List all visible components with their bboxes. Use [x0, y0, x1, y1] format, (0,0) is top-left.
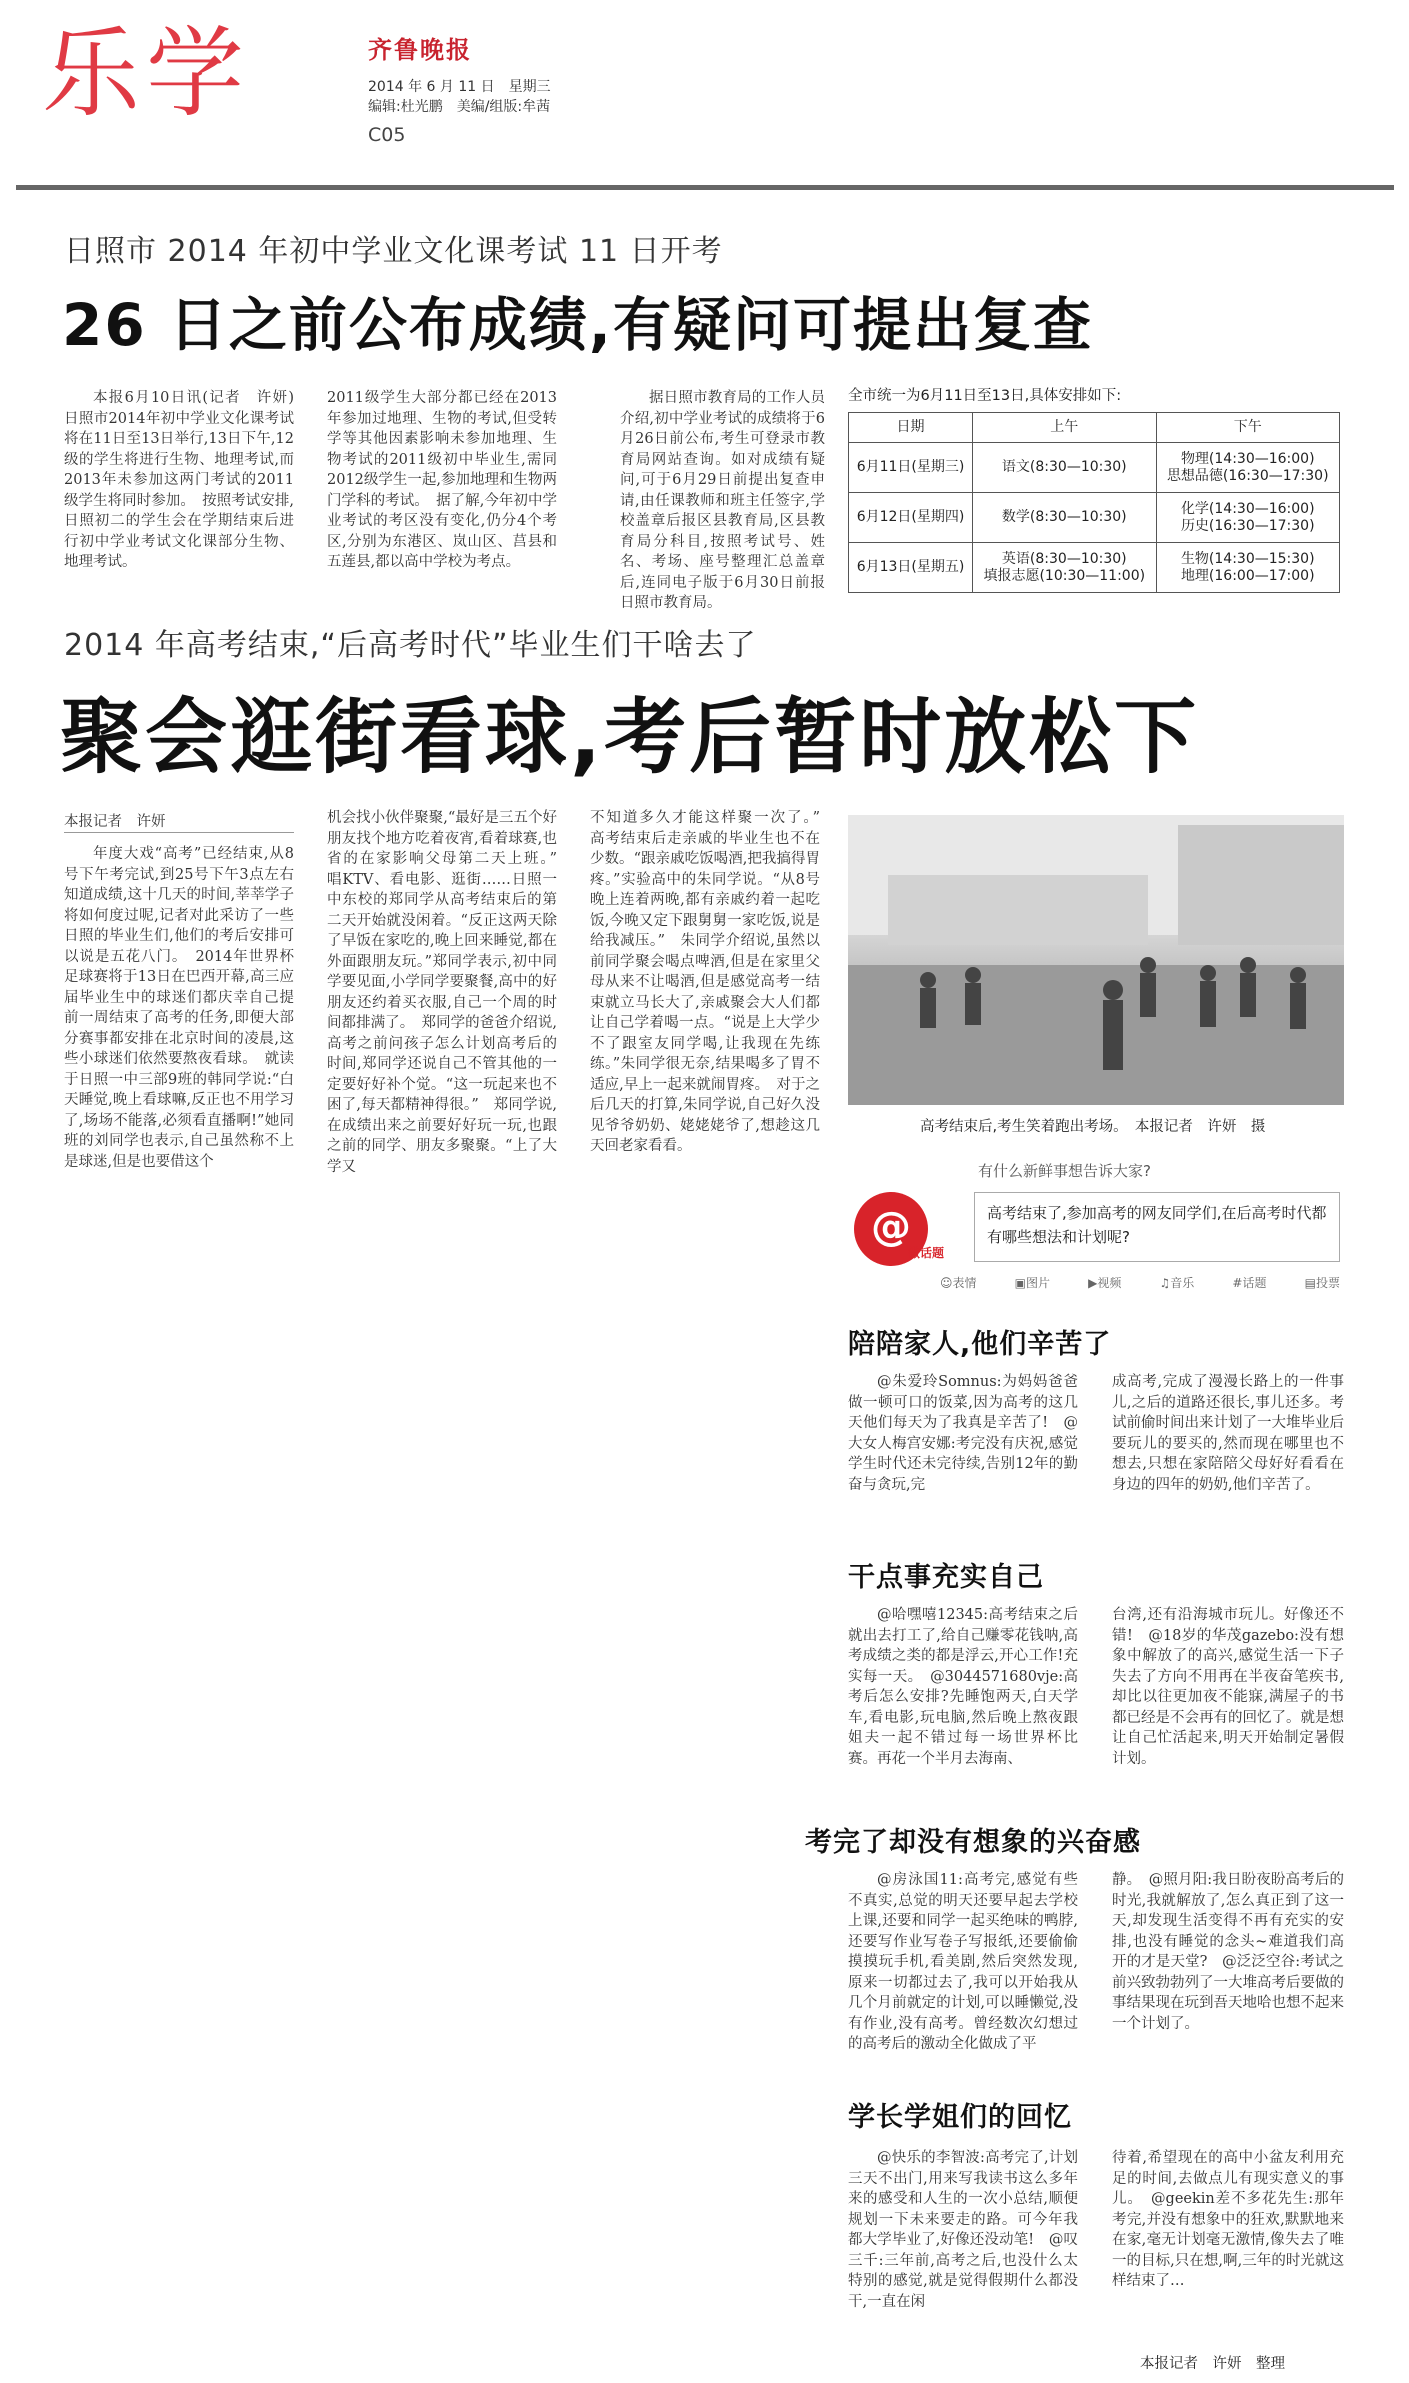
article2-byline: 本报记者 许妍	[64, 814, 166, 830]
article2-kicker: 2014 年高考结束,“后高考时代”毕业生们干啥去了	[64, 628, 757, 663]
section-text: 台湾,还有沿海城市玩儿。好像还不错! @18岁的华茂gazebo:没有想象中解放了的高兴,感觉生活一下子失去了方向不用再在半夜奋笔疾书,却比以往更加夜不能寐,满屋子的书都已经是不会再有的回忆了。就是想让自己忙活起来,明天开始制定暑假计划。	[1112, 1607, 1344, 1767]
exam-photo	[848, 815, 1344, 1105]
weibo-logo-icon: @	[854, 1192, 928, 1266]
article2-col2	[327, 808, 572, 1284]
table-row	[849, 493, 1340, 543]
section-heading: 考完了却没有想象的兴奋感	[805, 1827, 1141, 1858]
row-pm: 生物(14:30—15:30) 地理(16:00—17:00)	[1156, 543, 1339, 593]
article1-kicker: 日照市 2014 年初中学业文化课考试 11 日开考	[64, 234, 723, 269]
article1-col2-text: 2011级学生大部分都已经在2013年参加过地理、生物的考试,但受转学等其他因素影响未参加地理、生物考试的2011级初中毕业生,需同2012级学生一起,参加地理和生物两门学科的考试。 据了解,今年初中学业考试的考区没有变化,仍分4个考区,分别为东港区、岚山区、莒县和五莲县,都以高中学校为考点。	[327, 390, 558, 570]
row-pm: 化学(14:30—16:00) 历史(16:30—17:30)	[1156, 493, 1339, 543]
music-tool: ♫音乐	[1159, 1276, 1195, 1290]
article1-col3-text: 据日照市教育局的工作人员介绍,初中学业考试的成绩将于6月26日前公布,考生可登录市教育局网站查询。如对成绩有疑问,可于6月29日前提出复查申请,由任课教师和班主任签字,学校盖章后报区县教育局,区县教育局分科目,按照考试号、姓名、考场、座号整理汇总盖章后,连同电子版于6月30日前报日照市教育局。	[620, 390, 825, 611]
row-date: 6月13日(星期五)	[849, 543, 973, 593]
section-heading: 学长学姐们的回忆	[848, 2102, 1072, 2133]
weibo-toolbar	[940, 1274, 1340, 1291]
section-text: 待着,希望现在的高中小盆友利用充足的时间,去做点儿有现实意义的事儿。 @geekin差不多花先生:那年考完,并没有想象中的狂欢,默默地来在家,毫无计划毫无激情,像失去了唯一的目标,只在想,啊,三年的时光就这样结束了…	[1112, 2150, 1344, 2289]
schedule-caption: 全市统一为6月11日至13日,具体安排如下:	[848, 388, 1122, 404]
section-text: 成高考,完成了漫漫长路上的一件事儿,之后的道路还很长,事儿还多。考试前偷时间出来计划了一大堆毕业后要玩儿的要买的,然而现在哪里也不想去,只想在家陪陪父母好好看看在身边的四年的奶奶,他们辛苦了。	[1112, 1374, 1344, 1493]
emoji-tool: ☺表情	[940, 1276, 977, 1290]
section-right	[1112, 1870, 1344, 2060]
article2-col1	[64, 844, 294, 1284]
article1-col3	[620, 388, 825, 611]
table-row	[849, 543, 1340, 593]
weibo-prompt: 有什么新鲜事想告诉大家?	[978, 1162, 1151, 1180]
section-heading: 干点事充实自己	[848, 1562, 1044, 1593]
page-number: C05	[368, 124, 406, 146]
newspaper-logo: 齐鲁晚报	[368, 35, 472, 64]
row-am: 英语(8:30—10:30) 填报志愿(10:30—11:00)	[973, 543, 1156, 593]
section-left	[848, 1870, 1078, 2060]
masthead-rule	[16, 185, 1394, 190]
article1-col2	[327, 388, 557, 598]
table-row	[849, 443, 1340, 493]
video-tool: ▶视频	[1088, 1276, 1122, 1290]
header-date: 日期	[849, 413, 973, 443]
row-date: 6月12日(星期四)	[849, 493, 973, 543]
section-left	[848, 1605, 1078, 1790]
byline-rule	[64, 832, 294, 833]
section-heading: 陪陪家人,他们辛苦了	[848, 1329, 1112, 1360]
image-tool: ▣图片	[1014, 1276, 1051, 1290]
photo-illustration	[848, 815, 1344, 1105]
section-left	[848, 2148, 1078, 2363]
article1-col1-text: 本报6月10日讯(记者 许妍) 日照市2014年初中学业文化课考试将在11日至13日举行,13日下午,12级的学生将进行生物、地理考试,而2013年未参加这两门考试的2011级学生将同时参加。 按照考试安排,日照初二的学生会在学期结束后进行初中学业考试文化课部分生物、地理考试。	[64, 390, 309, 570]
section-right	[1112, 1605, 1344, 1790]
weibo-question: 高考结束了,参加高考的网友同学们,在后高考时代都有哪些想法和计划呢?	[987, 1204, 1327, 1246]
poll-tool: ▤投票	[1304, 1276, 1340, 1290]
row-am: 数学(8:30—10:30)	[973, 493, 1156, 543]
section-right	[1112, 1372, 1344, 1532]
weibo-question-box	[974, 1192, 1340, 1262]
section-left	[848, 1372, 1078, 1532]
schedule-table	[848, 412, 1340, 593]
article2-col1-text: 年度大戏“高考”已经结束,从8号下午考完试,到25号下午3点左右知道成绩,这十几天的时间,莘莘学子将如何度过呢,记者对此采访了一些日照的毕业生们,他们的考后安排可以说是五花八门。 2014年世界杯足球赛将于13日在巴西开幕,高三应届毕业生中的球迷们都庆幸自己提前一周结束了高考的任务,即便大部分赛事都安排在北京时间的凌晨,这些小球迷们依然要熬夜看球。 就读于日照一中三部9班的韩同学说:“白天睡觉,晚上看球嘛,反正也不用学习了,场场不能落,必须看直播啊!”她同班的刘同学也表示,自己虽然称不上是球迷,但是也要借这个	[64, 846, 294, 1170]
compiler-credit: 本报记者 许妍 整理	[1140, 2356, 1285, 2372]
section-text: @哈嘿嘻12345:高考结束之后就出去打工了,给自己赚零花钱呐,高考成绩之类的都是浮云,开心工作!充实每一天。 @3044571680vje:高考后怎么安排?先睡饱两天,白天学车,看电影,玩电脑,然后晚上熬夜跟姐夫一起不错过每一场世界杯比赛。再花一个半月去海南、	[848, 1607, 1078, 1767]
row-am: 语文(8:30—10:30)	[973, 443, 1156, 493]
article2-headline: 聚会逛街看球,考后暂时放松下	[60, 690, 1200, 785]
section-text: @房泳国11:高考完,感觉有些不真实,总觉的明天还要早起去学校上课,还要和同学一起买绝味的鸭脖,还要写作业写卷子写报纸,还要偷偷摸摸玩手机,看美剧,然后突然发现,原来一切都过去了,我可以开始我从几个月前就定的计划,可以睡懒觉,没有作业,没有高考。曾经数次幻想过的高考后的激动全化做成了平	[848, 1872, 1078, 2052]
article2-col3	[590, 808, 835, 1284]
header-am: 上午	[973, 413, 1156, 443]
section-text: 静。 @照月阳:我日盼夜盼高考后的时光,我就解放了,怎么真正到了这一天,却发现生活变得不再有充实的安排,也没有睡觉的念头~难道我们高开的才是天堂? @泛泛空谷:考试之前兴致勃勃列了一大堆高考后要做的事结果现在玩到吾天地哈也想不起来一个计划了。	[1112, 1872, 1344, 2032]
row-date: 6月11日(星期三)	[849, 443, 973, 493]
section-title: 乐学	[42, 17, 251, 131]
weibo-logo-text: 微话题	[908, 1246, 945, 1260]
issue-date: 2014 年 6 月 11 日 星期三	[368, 79, 551, 95]
article1-headline: 26 日之前公布成绩,有疑问可提出复查	[62, 291, 1093, 359]
article2-col2-text: 机会找小伙伴聚聚,“最好是三五个好朋友找个地方吃着夜宵,看着球赛,也省的在家影响父母第二天上班。” 唱KTV、看电影、逛街……日照一中东校的郑同学从高考结束后的第二天开始就没闲着。“反正这两天除了早饭在家吃的,晚上回来睡觉,都在外面跟朋友玩。”郑同学表示,初中同学要见面,小学同学要聚餐,高中的好朋友还约着买衣服,自己一个周的时间都排满了。 郑同学的爸爸介绍说,高考之前问孩子怎么计划高考后的时间,郑同学还说自己不管其他的一定要好好补个觉。“这一玩起来也不困了,每天都精神得很。” 郑同学说,在成绩出来之前要好好玩一玩,也跟之前的同学、朋友多聚聚。“上了大学又	[327, 810, 572, 1175]
section-right	[1112, 2148, 1344, 2348]
row-pm: 物理(14:30—16:00) 思想品德(16:30—17:30)	[1156, 443, 1339, 493]
section-text: @快乐的李智波:高考完了,计划三天不出门,用来写我读书这么多年来的感受和人生的一次小总结,顺便规划一下未来要走的路。可今年我都大学毕业了,好像还没动笔! @叹三千:三年前,高考之后,也没什么太特别的感觉,就是觉得假期什么都没干,一直在闲	[848, 2150, 1078, 2310]
section-text: @朱爱玲Somnus:为妈妈爸爸做一顿可口的饭菜,因为高考的这几天他们每天为了我真是辛苦了! @大女人梅宫安娜:考完没有庆祝,感觉学生时代还未完待续,告别12年的勤奋与贪玩,完	[848, 1374, 1078, 1493]
topic-tool: #话题	[1232, 1276, 1267, 1290]
photo-caption: 高考结束后,考生笑着跑出考场。 本报记者 许妍 摄	[920, 1119, 1266, 1135]
header-pm: 下午	[1156, 413, 1339, 443]
article1-col1	[64, 388, 309, 598]
schedule-header-row	[849, 413, 1340, 443]
weibo-box	[848, 1152, 1344, 1302]
editor-credit: 编辑:杜光鹏 美编/组版:牟茜	[368, 99, 551, 115]
article2-col3-text: 不知道多久才能这样聚一次了。” 高考结束后走亲戚的毕业生也不在少数。“跟亲戚吃饭喝酒,把我搞得胃疼。”实验高中的朱同学说。“从8号晚上连着两晚,都有亲戚约着一起吃饭,今晚又定下跟舅舅一家吃饭,说是给我减压。” 朱同学介绍说,虽然以前同学聚会喝点啤酒,但是在家里父母从来不让喝酒,但是感觉高考一结束就立马长大了,亲戚聚会大人们都让自己学着喝一点。“说是上大学少不了跟室友同学喝,让我现在先练练。”朱同学很无奈,结果喝多了胃不适应,早上一起来就闹胃疼。 对于之后几天的打算,朱同学说,自己好久没见爷爷奶奶、姥姥姥爷了,想趁这几天回老家看看。	[590, 810, 835, 1154]
